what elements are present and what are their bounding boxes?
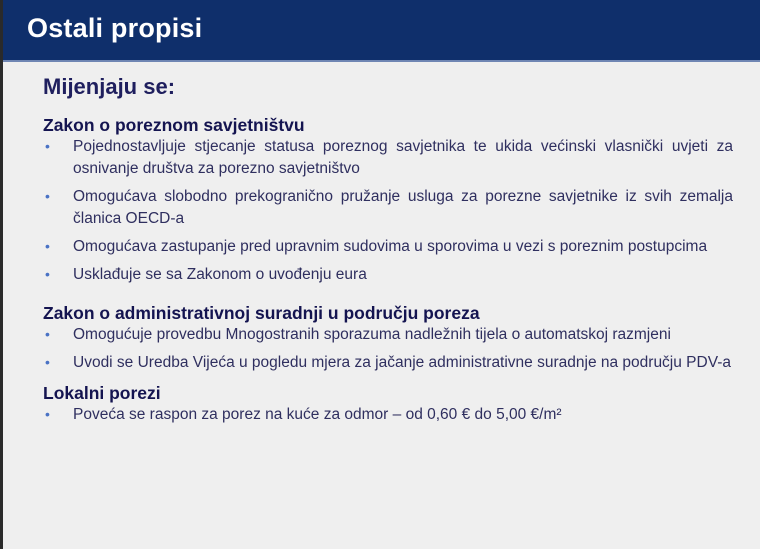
list-item	[43, 352, 733, 374]
bullet-icon: •	[45, 188, 50, 204]
section-title-lokalni-porezi: Lokalni porezi	[43, 383, 161, 403]
bullet-list-administrativna-suradnja	[43, 324, 733, 374]
list-item-text: Omogućava slobodno prekogranično pružanje usluga za porezne savjetnike iz svih zemalja članica OECD-a	[73, 188, 733, 227]
subtitle: Mijenjaju se:	[43, 74, 176, 99]
bullet-icon: •	[45, 266, 50, 282]
list-item	[43, 136, 733, 180]
list-item	[43, 404, 733, 426]
slide-title: Ostali propisi	[27, 13, 203, 43]
section-title-administrativna-suradnja: Zakon o administrativnoj suradnji u području poreza	[43, 303, 480, 323]
bullet-icon: •	[45, 406, 50, 422]
list-item	[43, 264, 733, 286]
bullet-list-porezno-savjetnistvo	[43, 136, 733, 286]
bullet-icon: •	[45, 354, 50, 370]
slide-content	[43, 72, 733, 432]
list-item-text: Uvodi se Uredba Vijeća u pogledu mjera za jačanje administrativne suradnje na području PDV-a	[73, 354, 731, 371]
bullet-list-lokalni-porezi	[43, 404, 733, 426]
list-item	[43, 324, 733, 346]
list-item	[43, 236, 733, 258]
bullet-icon: •	[45, 326, 50, 342]
list-item-text: Pojednostavljuje stjecanje statusa poreznog savjetnika te ukida većinski vlasnički uvjeti za osnivanje društva za porezno savjetništvo	[73, 138, 733, 177]
section-title-porezno-savjetnistvo: Zakon o poreznom savjetništvu	[43, 115, 305, 135]
list-item-text: Omogućava zastupanje pred upravnim sudovima u sporovima u vezi s poreznim postupcima	[73, 238, 708, 255]
bullet-icon: •	[45, 138, 50, 154]
slide-header	[3, 0, 760, 62]
list-item-text: Omogućuje provedbu Mnogostranih sporazuma nadležnih tijela o automatskoj razmjeni	[73, 326, 671, 343]
bullet-icon: •	[45, 238, 50, 254]
list-item-text: Poveća se raspon za porez na kuće za odmor – od 0,60 € do 5,00 €/m²	[73, 406, 562, 423]
list-item	[43, 186, 733, 230]
list-item-text: Usklađuje se sa Zakonom o uvođenju eura	[73, 266, 367, 283]
